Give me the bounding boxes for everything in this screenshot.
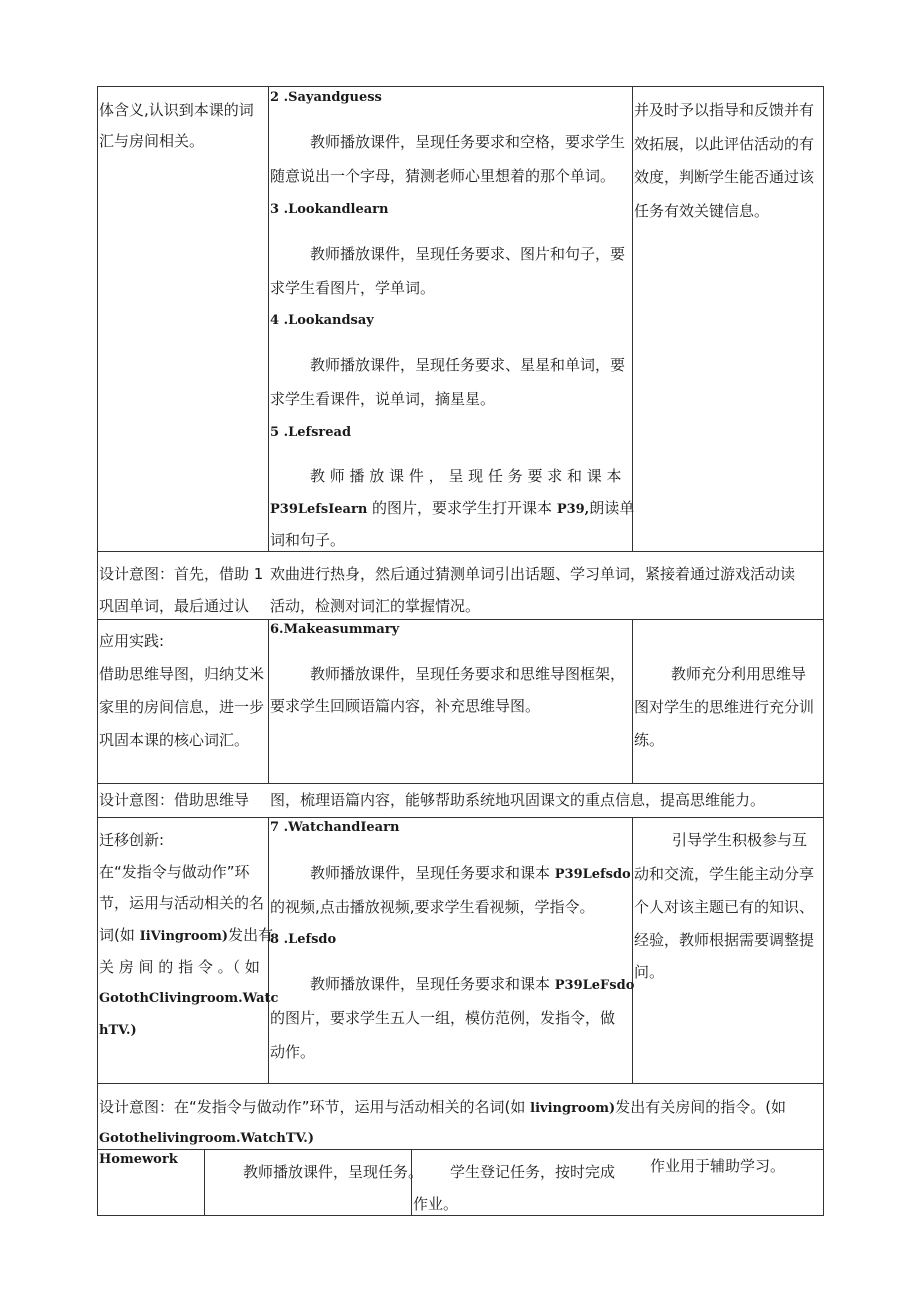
column-divider — [268, 619, 269, 783]
step2-line: 随意说出一个字母，猜测老师心里想着的那个单词。 — [270, 167, 616, 185]
row3-left-bold: IiVingroom) — [139, 929, 229, 944]
homework-label: Homework — [99, 1152, 178, 1167]
step8-line: 的图片，要求学生五人一组，模仿范例，发指令，做 — [270, 1009, 616, 1027]
row1-left-line: 汇与房间相关。 — [99, 132, 205, 150]
step7-text: 教师播放课件，呈现任务要求和课本 — [310, 864, 555, 882]
homework-student: 学生登记任务，按时完成 — [450, 1163, 616, 1181]
row2-right-line: 图对学生的思维进行充分训 — [634, 698, 815, 716]
row3-right-line: 个人对该主题已有的知识、 — [634, 898, 815, 916]
design3-text: 设计意图：在“发指令与做动作”环节，运用与活动相关的名词(如 — [99, 1098, 531, 1116]
design3-bold: livingroom) — [530, 1101, 616, 1116]
row1-right-line: 效度，判断学生能否通过该 — [634, 168, 815, 186]
step4-line: 教师播放课件，呈现任务要求、星星和单词，要 — [310, 356, 626, 374]
step6-title: 6.Makeasummary — [270, 622, 400, 637]
step5-line: 词和句子。 — [270, 531, 346, 549]
table-border-top — [97, 86, 824, 87]
design3-text: 发出有关房间的指令。(如 — [615, 1098, 787, 1116]
row3-left-text: 词(如 — [99, 926, 140, 944]
column-divider — [632, 86, 633, 551]
homework-teacher: 教师播放课件，呈现任务。 — [243, 1163, 424, 1181]
row3-right-line: 问。 — [634, 963, 665, 981]
step5-bold-ref: P39LefsIearn — [270, 502, 368, 517]
row2-right-line: 教师充分利用思维导 — [671, 665, 807, 683]
design3-line — [99, 1097, 786, 1119]
column-divider — [204, 1149, 205, 1215]
row2-left-line: 应用实践: — [99, 632, 165, 650]
column-divider — [632, 817, 633, 1083]
homework-purpose: 作业用于辅助学习。 — [650, 1157, 786, 1175]
design1-right: 欢曲进行热身，然后通过猜测单词引出话题、学习单词，紧接着通过游戏活动读 — [270, 565, 796, 583]
row3-left-line: 节，运用与活动相关的名 — [99, 894, 265, 912]
column-divider — [411, 1149, 412, 1215]
step3-line: 求学生看图片，学单词。 — [270, 279, 436, 297]
design1-left: 设计意图：首先，借助 1 — [99, 565, 264, 583]
row3-left-line: 关 房 间 的 指 令 。（ 如 — [99, 958, 260, 976]
row3-left-text: 发出有 — [228, 926, 274, 944]
step7-bold: P39Lefsdo — [554, 867, 631, 882]
row2-right-line: 练。 — [634, 731, 665, 749]
step7-line: 的视频,点击播放视频,要求学生看视频，学指令。 — [270, 898, 595, 916]
table-border-bottom — [97, 1215, 824, 1216]
step5-line: 教 师 播 放 课 件 ， 呈 现 任 务 要 求 和 课 本 — [310, 467, 622, 485]
row-divider — [97, 817, 824, 818]
design2-left: 设计意图：借助思维导 — [99, 791, 250, 809]
row-divider — [97, 1083, 824, 1084]
row1-right-line: 任务有效关键信息。 — [634, 202, 770, 220]
step7-line — [310, 863, 631, 885]
column-divider — [268, 86, 269, 551]
step5-bold-page: P39, — [556, 502, 590, 517]
row3-left-line: 在“发指令与做动作”环 — [99, 863, 250, 881]
table-border-right — [823, 86, 824, 1216]
step3-title: 3 .Lookandlearn — [270, 202, 389, 217]
table-border-left — [97, 86, 98, 1216]
row1-left-line: 体含义,认识到本课的词 — [99, 101, 254, 119]
row3-right-line: 动和交流，学生能主动分享 — [634, 865, 815, 883]
step6-line: 教师播放课件，呈现任务要求和思维导图框架， — [310, 665, 626, 683]
step5-line — [270, 498, 634, 520]
step8-line — [310, 974, 634, 996]
row3-left-line: hTV.) — [99, 1023, 137, 1038]
row-divider — [97, 619, 824, 620]
step2-line: 教师播放课件，呈现任务要求和空格，要求学生 — [310, 133, 626, 151]
step5-line-end: 朗读单 — [589, 499, 635, 517]
design2-right: 图，梳理语篇内容，能够帮助系统地巩固课文的重点信息，提高思维能力。 — [270, 791, 766, 809]
row3-left-line — [99, 925, 273, 947]
step2-title: 2 .Sayandguess — [270, 90, 382, 105]
step6-line: 要求学生回顾语篇内容，补充思维导图。 — [270, 697, 541, 715]
row-divider — [97, 1149, 824, 1150]
row3-left-line: 迁移创新: — [99, 831, 165, 849]
step8-title: 8 .Lefsdo — [270, 932, 337, 947]
design3-line: Gotothelivingroom.WatchTV.) — [99, 1131, 314, 1146]
column-divider — [632, 619, 633, 783]
column-divider — [268, 817, 269, 1083]
row1-right-line: 并及时予以指导和反馈并有 — [634, 101, 815, 119]
row2-left-line: 巩固本课的核心词汇。 — [99, 731, 250, 749]
row-divider — [97, 783, 824, 784]
step7-title: 7 .WatchandIearn — [270, 820, 400, 835]
step5-line-text: 的图片，要求学生打开课本 — [367, 499, 557, 517]
row3-right-line: 经验，教师根据需要调整提 — [634, 931, 815, 949]
row3-left-line: GotothClivingroom.Watc — [99, 991, 279, 1006]
step8-line: 动作。 — [270, 1043, 316, 1061]
row3-right-line: 引导学生积极参与互 — [672, 831, 808, 849]
design1-right: 活动，检测对词汇的掌握情况。 — [270, 597, 481, 615]
homework-student: 作业。 — [413, 1195, 459, 1213]
step4-line: 求学生看课件，说单词，摘星星。 — [270, 390, 496, 408]
row2-left-line: 家里的房间信息，进一步 — [99, 698, 265, 716]
step3-line: 教师播放课件，呈现任务要求、图片和句子，要 — [310, 245, 626, 263]
row1-right-line: 效拓展，以此评估活动的有 — [634, 135, 815, 153]
row-divider — [97, 551, 824, 552]
step8-text: 教师播放课件，呈现任务要求和课本 — [310, 975, 555, 993]
step5-title: 5 .Lefsread — [270, 425, 352, 440]
row2-left-line: 借助思维导图，归纳艾米 — [99, 665, 265, 683]
step8-bold: P39LeFsdo — [554, 978, 635, 993]
design1-left: 巩固单词，最后通过认 — [99, 597, 250, 615]
step4-title: 4 .Lookandsay — [270, 313, 374, 328]
